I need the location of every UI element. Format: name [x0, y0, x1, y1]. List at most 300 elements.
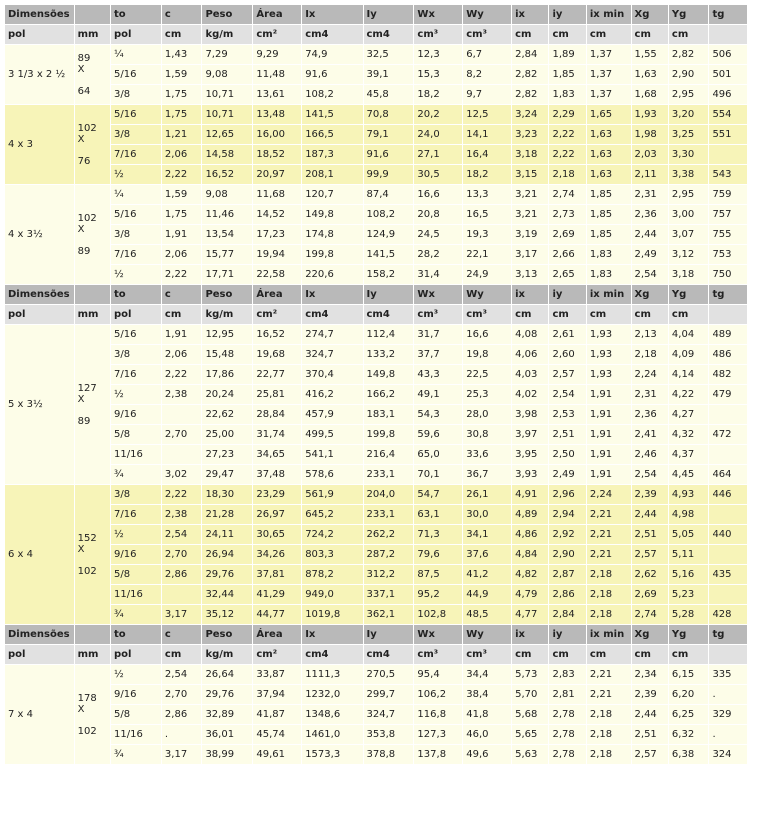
data-cell: 1,93	[587, 365, 631, 384]
data-cell: 15,48	[202, 345, 252, 364]
table-row	[5, 745, 747, 764]
unit-cell: cm4	[302, 25, 362, 44]
column-header: ix	[512, 5, 548, 24]
unit-cell: cm	[632, 645, 668, 664]
data-cell: 2,18	[587, 605, 631, 624]
data-cell: 102,8	[414, 605, 462, 624]
data-cell: 20,2	[414, 105, 462, 124]
data-cell: 35,12	[202, 605, 252, 624]
data-cell: 324	[709, 745, 747, 764]
data-cell: 41,2	[463, 565, 511, 584]
table-row	[5, 545, 747, 564]
data-cell: ¾	[111, 605, 161, 624]
data-cell: 54,7	[414, 485, 462, 504]
data-cell: 5,68	[512, 705, 548, 724]
column-header: ix	[512, 285, 548, 304]
data-cell: 2,70	[162, 685, 202, 704]
column-header: Ix	[302, 285, 362, 304]
mm-value: 64	[77, 85, 91, 97]
column-header: c	[162, 5, 202, 24]
column-header: ix min	[587, 285, 631, 304]
data-cell: 1,75	[162, 205, 202, 224]
data-cell: 2,44	[632, 225, 668, 244]
data-cell: 578,6	[302, 465, 362, 484]
data-cell: 2,22	[162, 365, 202, 384]
unit-cell: kg/m	[202, 305, 252, 324]
mm-cell	[75, 45, 110, 104]
data-cell: 2,84	[512, 45, 548, 64]
mm-value: X	[77, 133, 85, 145]
data-cell: 486	[709, 345, 747, 364]
data-cell: 2,50	[549, 445, 585, 464]
data-cell: 3/8	[111, 125, 161, 144]
data-cell: 49,6	[463, 745, 511, 764]
data-cell: 31,74	[253, 425, 301, 444]
data-cell: ¾	[111, 745, 161, 764]
data-cell: 149,8	[364, 365, 414, 384]
data-cell: 2,18	[587, 565, 631, 584]
data-cell: 2,22	[549, 125, 585, 144]
data-cell: 2,49	[549, 465, 585, 484]
data-cell: 112,4	[364, 325, 414, 344]
data-cell: 91,6	[364, 145, 414, 164]
data-cell: 4,82	[512, 565, 548, 584]
data-cell: 1,91	[587, 465, 631, 484]
data-cell: 2,06	[162, 145, 202, 164]
data-cell: 428	[709, 605, 747, 624]
data-cell: 2,36	[632, 405, 668, 424]
data-cell: 2,49	[632, 245, 668, 264]
mm-value	[78, 715, 110, 726]
data-cell: .	[162, 725, 202, 744]
mm-value: X	[77, 393, 85, 405]
unit-cell: mm	[75, 25, 110, 44]
unit-cell	[709, 305, 747, 324]
data-cell: 15,77	[202, 245, 252, 264]
data-cell: 5/8	[111, 425, 161, 444]
data-cell: 2,41	[632, 425, 668, 444]
data-cell: 2,53	[549, 405, 585, 424]
data-cell: 482	[709, 365, 747, 384]
data-cell: 2,65	[549, 265, 585, 284]
data-cell: 11,48	[253, 65, 301, 84]
data-cell: 949,0	[302, 585, 362, 604]
data-cell: 3,30	[669, 145, 709, 164]
table-row	[5, 225, 747, 244]
data-cell: 4,27	[669, 405, 709, 424]
data-cell: 37,48	[253, 465, 301, 484]
data-cell: 1,98	[632, 125, 668, 144]
data-cell: 2,18	[587, 585, 631, 604]
data-cell: 141,5	[302, 105, 362, 124]
data-cell: 2,78	[549, 705, 585, 724]
data-cell: 2,06	[162, 345, 202, 364]
unit-cell: cm³	[414, 25, 462, 44]
data-cell: 22,62	[202, 405, 252, 424]
data-cell: 7,29	[202, 45, 252, 64]
data-cell: 353,8	[364, 725, 414, 744]
table-row	[5, 445, 747, 464]
data-cell: 755	[709, 225, 747, 244]
data-cell: 464	[709, 465, 747, 484]
table-row	[5, 105, 747, 124]
table-row	[5, 85, 747, 104]
data-cell: 3/8	[111, 85, 161, 104]
data-cell: 13,3	[463, 185, 511, 204]
data-cell: 479	[709, 385, 747, 404]
table-row	[5, 385, 747, 404]
data-cell: 17,23	[253, 225, 301, 244]
data-cell: 1348,6	[302, 705, 362, 724]
data-cell: 44,77	[253, 605, 301, 624]
data-cell: 2,21	[587, 665, 631, 684]
column-header: c	[162, 625, 202, 644]
data-cell: 1,83	[587, 265, 631, 284]
data-cell: 2,22	[162, 485, 202, 504]
data-cell: 32,89	[202, 705, 252, 724]
mm-value: X	[77, 63, 85, 75]
column-header: tg	[709, 5, 747, 24]
data-cell: 18,2	[414, 85, 462, 104]
dimension-cell: 4 x 3	[5, 105, 74, 184]
table-row	[5, 525, 747, 544]
data-cell: 63,1	[414, 505, 462, 524]
data-cell: 1,37	[587, 45, 631, 64]
table-row	[5, 685, 747, 704]
data-cell: 31,7	[414, 325, 462, 344]
data-cell: 2,21	[587, 685, 631, 704]
column-header: ix min	[587, 5, 631, 24]
data-cell: 133,2	[364, 345, 414, 364]
data-cell: 370,4	[302, 365, 362, 384]
data-cell: 2,22	[162, 165, 202, 184]
data-cell: 233,1	[364, 505, 414, 524]
unit-cell: pol	[111, 25, 161, 44]
data-cell: 5,63	[512, 745, 548, 764]
data-cell: 287,2	[364, 545, 414, 564]
data-cell: 2,78	[549, 725, 585, 744]
data-cell: 49,61	[253, 745, 301, 764]
unit-cell: cm	[162, 25, 202, 44]
data-cell: 39,1	[364, 65, 414, 84]
data-cell: 2,95	[669, 185, 709, 204]
data-cell: 34,26	[253, 545, 301, 564]
data-cell: 25,3	[463, 385, 511, 404]
data-cell: 26,64	[202, 665, 252, 684]
column-header: Área	[253, 5, 301, 24]
data-cell: 7/16	[111, 145, 161, 164]
data-cell: 1,63	[587, 145, 631, 164]
unit-cell: cm4	[364, 645, 414, 664]
data-cell: 4,22	[669, 385, 709, 404]
data-cell: 71,3	[414, 525, 462, 544]
data-cell: 2,74	[632, 605, 668, 624]
unit-cell: pol	[111, 645, 161, 664]
data-cell: 16,52	[253, 325, 301, 344]
table-row	[5, 425, 747, 444]
column-header: to	[111, 625, 161, 644]
data-cell: 38,4	[463, 685, 511, 704]
data-cell: 2,60	[549, 345, 585, 364]
data-cell: 270,5	[364, 665, 414, 684]
data-cell: 2,86	[549, 585, 585, 604]
data-cell: 9/16	[111, 545, 161, 564]
data-cell: 22,77	[253, 365, 301, 384]
data-cell: 10,71	[202, 85, 252, 104]
mm-value	[78, 145, 110, 156]
data-cell: 1,91	[587, 405, 631, 424]
data-cell: 19,94	[253, 245, 301, 264]
data-cell: 1573,3	[302, 745, 362, 764]
data-cell: 21,28	[202, 505, 252, 524]
data-cell: 2,87	[549, 565, 585, 584]
data-cell: 2,13	[632, 325, 668, 344]
data-cell: 2,11	[632, 165, 668, 184]
data-cell: 25,81	[253, 385, 301, 404]
column-header: Wy	[463, 5, 511, 24]
mm-value: 102	[77, 565, 97, 577]
table-row	[5, 665, 747, 684]
data-cell: 759	[709, 185, 747, 204]
data-cell: 4,03	[512, 365, 548, 384]
data-cell: 13,48	[253, 105, 301, 124]
table-row	[5, 165, 747, 184]
data-cell	[709, 445, 747, 464]
data-cell: 2,24	[587, 485, 631, 504]
data-cell: 19,68	[253, 345, 301, 364]
data-cell: 12,5	[463, 105, 511, 124]
data-cell: 108,2	[364, 205, 414, 224]
mm-value: X	[77, 543, 85, 555]
data-cell: 2,54	[162, 665, 202, 684]
data-cell: 87,5	[414, 565, 462, 584]
unit-cell: pol	[5, 305, 74, 324]
data-cell: 5,70	[512, 685, 548, 704]
data-cell: 166,2	[364, 385, 414, 404]
unit-cell: cm	[587, 305, 631, 324]
unit-cell: cm³	[463, 25, 511, 44]
data-cell: 645,2	[302, 505, 362, 524]
column-header: to	[111, 5, 161, 24]
data-cell: 208,1	[302, 165, 362, 184]
data-cell: 37,7	[414, 345, 462, 364]
data-cell: 4,77	[512, 605, 548, 624]
data-cell: 17,71	[202, 265, 252, 284]
unit-cell: mm	[75, 645, 110, 664]
data-cell: 79,6	[414, 545, 462, 564]
column-header: iy	[549, 5, 585, 24]
data-cell: 91,6	[302, 65, 362, 84]
column-header: tg	[709, 625, 747, 644]
column-header: Área	[253, 625, 301, 644]
header-row	[5, 285, 747, 304]
unit-cell: cm	[549, 25, 585, 44]
data-cell: 26,1	[463, 485, 511, 504]
data-cell: 25,00	[202, 425, 252, 444]
data-cell: 14,1	[463, 125, 511, 144]
data-cell: 9,7	[463, 85, 511, 104]
data-cell: 2,73	[549, 205, 585, 224]
data-cell: 3/8	[111, 345, 161, 364]
data-cell: 561,9	[302, 485, 362, 504]
data-cell: 2,95	[669, 85, 709, 104]
data-cell: 435	[709, 565, 747, 584]
data-cell: 216,4	[364, 445, 414, 464]
data-cell: 2,78	[549, 745, 585, 764]
table-row	[5, 565, 747, 584]
data-cell: 29,76	[202, 685, 252, 704]
data-cell: 7/16	[111, 365, 161, 384]
data-cell: 8,2	[463, 65, 511, 84]
data-cell: 2,84	[549, 605, 585, 624]
data-cell: 2,31	[632, 385, 668, 404]
data-cell: .	[709, 685, 747, 704]
data-cell: .	[709, 725, 747, 744]
column-header: c	[162, 285, 202, 304]
unit-cell: pol	[5, 25, 74, 44]
data-cell: 2,86	[162, 565, 202, 584]
column-header: Ix	[302, 5, 362, 24]
data-cell: 59,6	[414, 425, 462, 444]
data-cell: 541,1	[302, 445, 362, 464]
data-cell: 16,6	[414, 185, 462, 204]
data-cell: 1,68	[632, 85, 668, 104]
data-cell: 2,22	[549, 145, 585, 164]
data-cell: 2,74	[549, 185, 585, 204]
data-cell: 496	[709, 85, 747, 104]
unit-cell: cm4	[364, 25, 414, 44]
data-cell: 24,11	[202, 525, 252, 544]
data-cell: 11/16	[111, 725, 161, 744]
data-cell: 2,18	[587, 725, 631, 744]
data-cell: 187,3	[302, 145, 362, 164]
data-cell: 116,8	[414, 705, 462, 724]
unit-cell: kg/m	[202, 645, 252, 664]
data-cell: 44,9	[463, 585, 511, 604]
data-cell: 2,21	[587, 505, 631, 524]
units-row	[5, 305, 747, 324]
data-cell: 43,3	[414, 365, 462, 384]
unit-cell: cm²	[253, 305, 301, 324]
data-cell: ¼	[111, 45, 161, 64]
column-header: Xg	[632, 285, 668, 304]
data-cell: 446	[709, 485, 747, 504]
column-header: ix	[512, 625, 548, 644]
data-cell: 19,3	[463, 225, 511, 244]
data-cell: 2,70	[162, 425, 202, 444]
data-cell: 24,9	[463, 265, 511, 284]
data-cell: 20,97	[253, 165, 301, 184]
data-cell: 108,2	[302, 85, 362, 104]
data-cell: 33,6	[463, 445, 511, 464]
data-cell: 1,65	[587, 105, 631, 124]
data-cell: 1111,3	[302, 665, 362, 684]
data-cell: 2,21	[587, 525, 631, 544]
dimension-cell: 6 x 4	[5, 485, 74, 624]
data-cell: 878,2	[302, 565, 362, 584]
mm-value: 127	[77, 382, 97, 394]
data-cell: 2,70	[162, 545, 202, 564]
data-cell: 11/16	[111, 445, 161, 464]
data-cell: 803,3	[302, 545, 362, 564]
data-cell: 31,4	[414, 265, 462, 284]
data-cell: 41,8	[463, 705, 511, 724]
data-cell: 220,6	[302, 265, 362, 284]
data-cell: 3,12	[669, 245, 709, 264]
mm-value: 102	[77, 725, 97, 737]
data-cell: 1232,0	[302, 685, 362, 704]
data-cell: 106,2	[414, 685, 462, 704]
column-header: Yg	[669, 285, 709, 304]
data-cell: 2,44	[632, 505, 668, 524]
data-cell: 4,84	[512, 545, 548, 564]
data-cell: 24,5	[414, 225, 462, 244]
data-cell: 3/8	[111, 485, 161, 504]
data-cell: 1,63	[587, 165, 631, 184]
data-cell: 2,94	[549, 505, 585, 524]
data-cell: 4,08	[512, 325, 548, 344]
data-cell: 3,21	[512, 205, 548, 224]
data-cell: 28,2	[414, 245, 462, 264]
data-cell: 1,85	[587, 225, 631, 244]
data-cell: 12,65	[202, 125, 252, 144]
table-row	[5, 185, 747, 204]
data-cell: 2,83	[549, 665, 585, 684]
units-row	[5, 25, 747, 44]
unit-cell: cm	[512, 305, 548, 324]
data-cell: 335	[709, 665, 747, 684]
unit-cell: cm	[512, 25, 548, 44]
data-cell: 5,28	[669, 605, 709, 624]
dimension-cell: 4 x 3½	[5, 185, 74, 284]
data-cell: 3,23	[512, 125, 548, 144]
data-cell: 14,58	[202, 145, 252, 164]
data-cell	[709, 545, 747, 564]
data-cell: 3,17	[162, 745, 202, 764]
data-cell: 2,92	[549, 525, 585, 544]
data-cell: 2,69	[549, 225, 585, 244]
column-header: Iy	[364, 285, 414, 304]
data-cell	[162, 585, 202, 604]
data-cell: 14,52	[253, 205, 301, 224]
data-cell: 1,91	[587, 425, 631, 444]
data-cell: 34,1	[463, 525, 511, 544]
data-cell: 22,5	[463, 365, 511, 384]
unit-cell: cm	[162, 305, 202, 324]
data-cell	[709, 145, 747, 164]
data-cell: 312,2	[364, 565, 414, 584]
data-cell: 15,3	[414, 65, 462, 84]
data-cell: 22,1	[463, 245, 511, 264]
column-header: Wx	[414, 625, 462, 644]
data-cell: 5,23	[669, 585, 709, 604]
data-cell: ½	[111, 385, 161, 404]
data-cell: 29,47	[202, 465, 252, 484]
data-cell	[162, 445, 202, 464]
data-cell: 1,83	[587, 245, 631, 264]
data-cell: 79,1	[364, 125, 414, 144]
column-header: Wx	[414, 285, 462, 304]
data-cell: ¾	[111, 465, 161, 484]
data-cell: 11,46	[202, 205, 252, 224]
data-cell: 46,0	[463, 725, 511, 744]
data-cell: 3,97	[512, 425, 548, 444]
data-cell: 204,0	[364, 485, 414, 504]
data-cell: 1,21	[162, 125, 202, 144]
unit-cell: cm	[549, 645, 585, 664]
table-row	[5, 485, 747, 504]
data-cell: 2,54	[549, 385, 585, 404]
